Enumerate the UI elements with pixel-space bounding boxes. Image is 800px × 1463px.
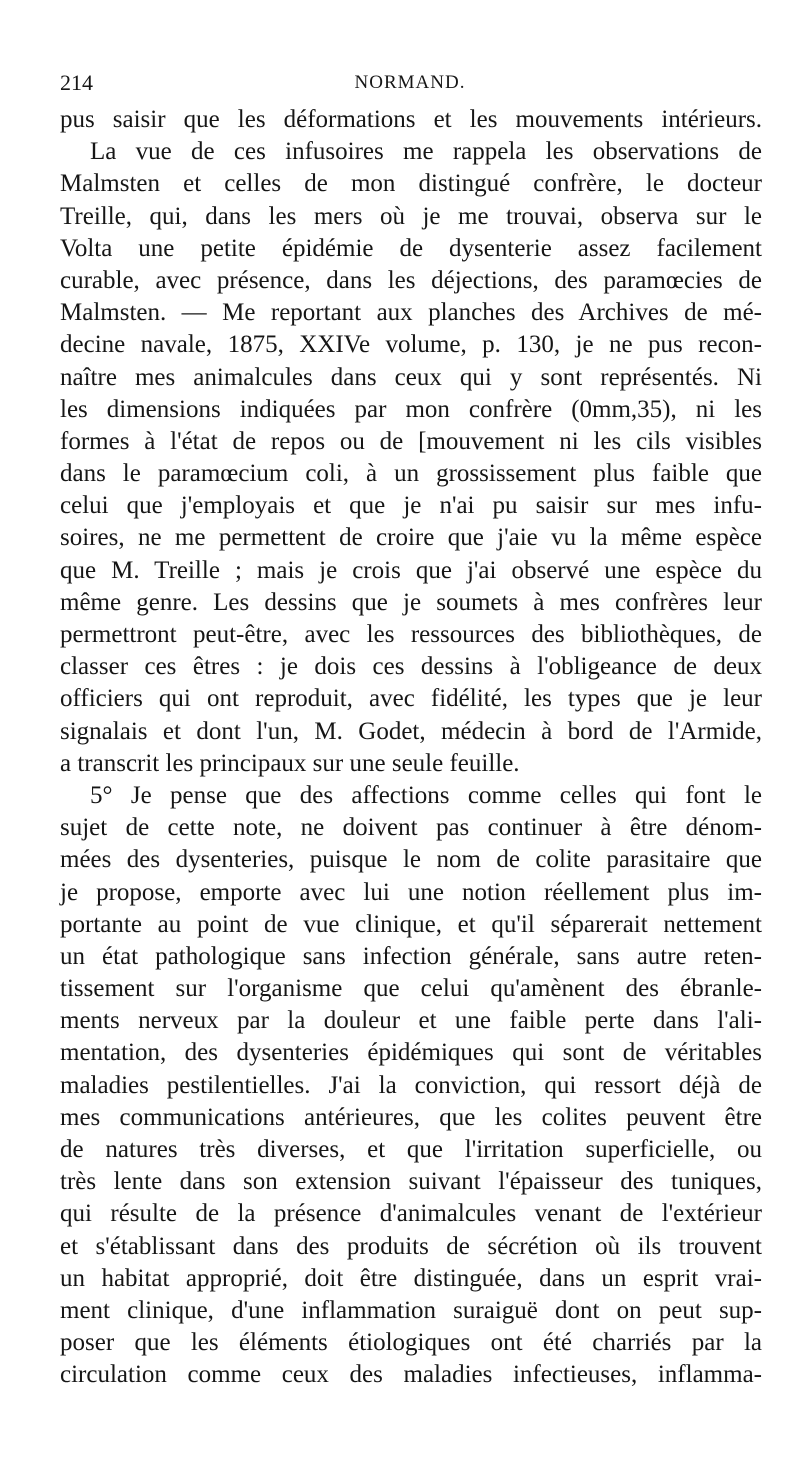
text-line: pus saisir que les déformations et les mouvements intérieurs. — [60, 106, 762, 133]
text-line: celui que j'employais et que je n'ai pu saisir sur mes infu- — [60, 492, 762, 520]
text-line: officiers qui ont reproduit, avec fidélité, les types que je leur — [60, 685, 762, 713]
text-line: naître mes animalcules dans ceux qui y sont représentés. Ni — [60, 363, 762, 391]
text-line: poser que les éléments étiologiques ont été charriés par la — [60, 1329, 762, 1357]
text-line: 5° Je pense que des affections comme celles qui font le — [90, 781, 762, 809]
text-line: ments nerveux par la douleur et une faible perte dans l'ali- — [60, 1007, 762, 1035]
text-line: les dimensions indiquées par mon confrère (0mm,35), ni les — [60, 395, 762, 423]
text-line: mées des dysenteries, puisque le nom de colite parasitaire que — [60, 846, 762, 874]
text-line: un habitat approprié, doit être distinguée, dans un esprit vrai- — [60, 1264, 762, 1292]
text-line: mes communications antérieures, que les colites peuvent être — [60, 1103, 762, 1131]
text-line: de natures très diverses, et que l'irritation superficielle, ou — [60, 1136, 762, 1163]
text-line: dans le paramœcium coli, à un grossissement plus faible que — [60, 460, 762, 488]
text-line: un état pathologique sans infection générale, sans autre reten- — [60, 942, 762, 970]
text-line: portante au point de vue clinique, et qu'il séparerait nettement — [60, 910, 762, 938]
text-line: Volta une petite épidémie de dysenterie assez facilement — [60, 234, 762, 262]
text-line: très lente dans son extension suivant l'épaisseur des tuniques, — [60, 1168, 762, 1196]
text-line: classer ces êtres : je dois ces dessins à l'obligeance de deux — [60, 653, 762, 681]
text-line: soires, ne me permettent de croire que j'aie vu la même espèce — [60, 524, 762, 552]
text-line: a transcrit les principaux sur une seule feuille. — [60, 749, 520, 777]
text-line: je propose, emporte avec lui une notion réellement plus im- — [60, 878, 762, 906]
body-text — [60, 104, 762, 1392]
text-line: curable, avec présence, dans les déjections, des paramœcies de — [60, 266, 762, 294]
text-line: Treille, qui, dans les mers où je me trouvai, observa sur le — [60, 202, 762, 230]
text-line: signalais et dont l'un, M. Godet, médecin à bord de l'Armide, — [60, 717, 762, 745]
running-head: NORMAND. — [354, 72, 466, 93]
text-line: ment clinique, d'une inflammation suraiguë dont on peut sup- — [60, 1296, 762, 1324]
text-line: sujet de cette note, ne doivent pas continuer à être dénom- — [60, 814, 762, 842]
page-number: 214 — [60, 70, 93, 95]
text-line: et s'établissant dans des produits de sécrétion où ils trouvent — [60, 1232, 762, 1260]
text-line: Malmsten. — Me reportant aux planches des Archives de mé- — [60, 299, 762, 327]
text-line: que M. Treille ; mais je crois que j'ai observé une espèce du — [60, 556, 762, 584]
text-line: permettront peut-être, avec les ressources des bibliothèques, de — [60, 621, 762, 648]
text-line: qui résulte de la présence d'animalcules venant de l'extérieur — [60, 1200, 762, 1228]
text-line: Malmsten et celles de mon distingué confrère, le docteur — [60, 170, 762, 198]
text-line: même genre. Les dessins que je soumets à mes confrères leur — [60, 588, 762, 616]
text-line: formes à l'état de repos ou de [mouvement ni les cils visibles — [60, 427, 762, 455]
text-line: tissement sur l'organisme que celui qu'amènent des ébranle- — [60, 975, 762, 1003]
text-line: decine navale, 1875, XXIVe volume, p. 130, je ne pus recon- — [60, 331, 762, 359]
text-line: maladies pestilentielles. J'ai la conviction, qui ressort déjà de — [60, 1071, 762, 1099]
text-line: mentation, des dysenteries épidémiques qui sont de véritables — [60, 1039, 762, 1067]
text-line: La vue de ces infusoires me rappela les observations de — [90, 138, 762, 166]
page-header — [60, 70, 760, 100]
text-line: circulation comme ceux des maladies infectieuses, inflamma- — [60, 1361, 762, 1389]
